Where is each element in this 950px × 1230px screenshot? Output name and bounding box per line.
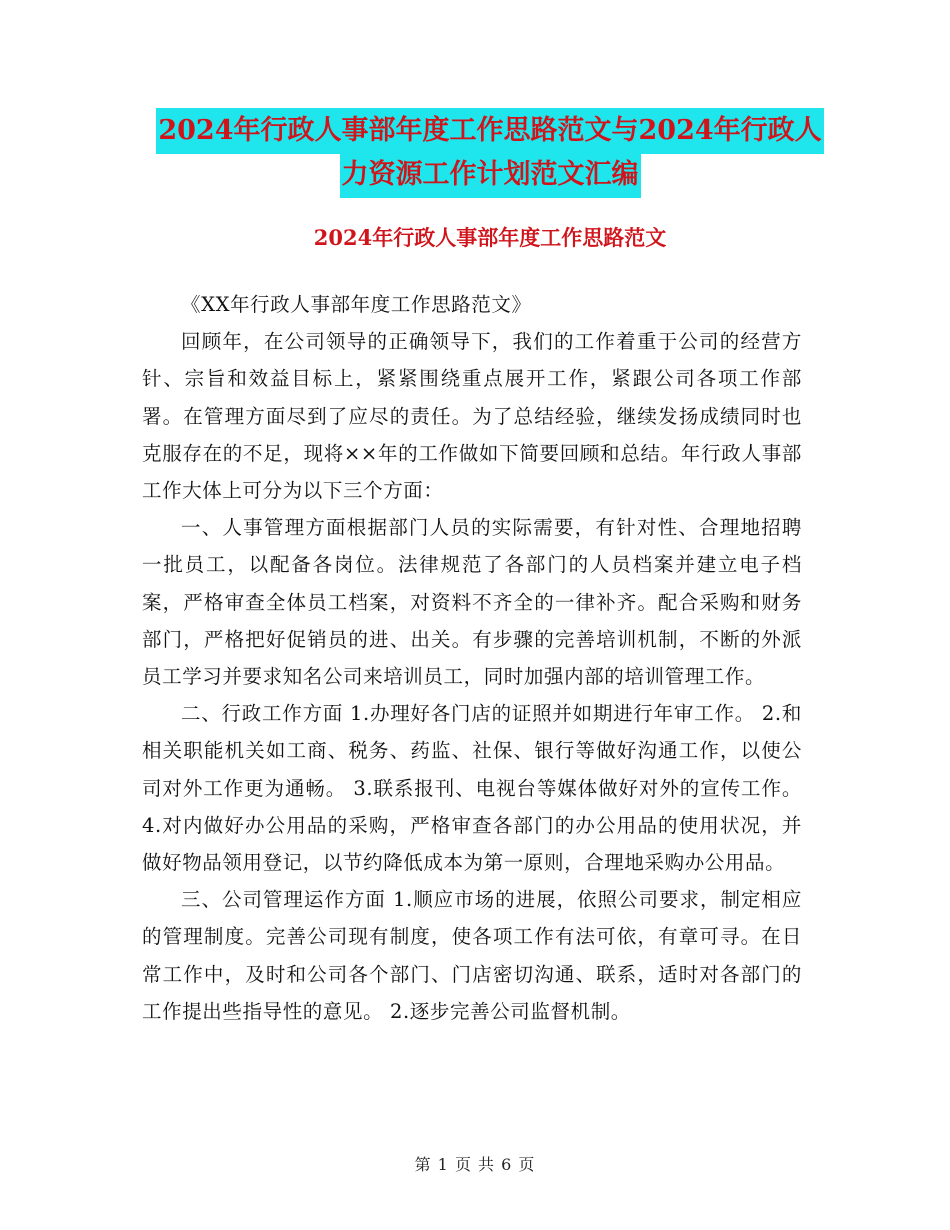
document-title-continued [140,152,840,198]
document-title [140,108,840,154]
paragraph-intro: 回顾年，在公司领导的正确领导下，我们的工作着重于公司的经营方针、宗旨和效益目标上，紧紧围绕重点展开工作，紧跟公司各项工作部署。在管理方面尽到了应尽的责任。为了总结经验，继续发扬成绩同时也克服存在的不足，现将××年的工作做如下简要回顾和总结。年行政人事部工作大体上可分为以下三个方面： [142,330,802,503]
title-line-2: 力资源工作计划范文汇编 [340,152,641,198]
paragraph-heading: 《XX年行政人事部年度工作思路范文》 [181,293,532,316]
paragraph-management: 三、公司管理运作方面 1.顺应市场的进展，依照公司要求，制定相应的管理制度。完善公司现有制度，使各项工作有法可依，有章可寻。在日常工作中，及时和公司各个部门、门店密切沟通、联系，适时对各部门的工作提出些指导性的意见。 2.逐步完善公司监督机制。 [142,888,802,1023]
page-number-footer: 第 1 页 共 6 页 [414,1155,536,1174]
paragraph-administration: 二、行政工作方面 1.办理好各门店的证照并如期进行年审工作。 2.和相关职能机关如工商、税务、药监、社保、银行等做好沟通工作，以使公司对外工作更为通畅。 3.联系报刊、电视台等媒体做好对外的宣传工作。 4.对内做好办公用品的采购，严格审查各部门的办公用品的使用状况，并做好物品领用登记，以节约降低成本为第一原则，合理地采购办公用品。 [142,702,802,875]
document-body [142,286,802,1030]
paragraph-personnel: 一、人事管理方面根据部门人员的实际需要，有针对性、合理地招聘一批员工，以配备各岗位。法律规范了各部门的人员档案并建立电子档案，严格审查全体员工档案，对资料不齐全的一律补齐。配合采购和财务部门，严格把好促销员的进、出关。有步骤的完善培训机制，不断的外派员工学习并要求知名公司来培训员工，同时加强内部的培训管理工作。 [142,516,802,689]
section-title: 2024年行政人事部年度工作思路范文 [313,225,667,250]
title-line-1: 2024年行政人事部年度工作思路范文与2024年行政人 [156,108,823,154]
